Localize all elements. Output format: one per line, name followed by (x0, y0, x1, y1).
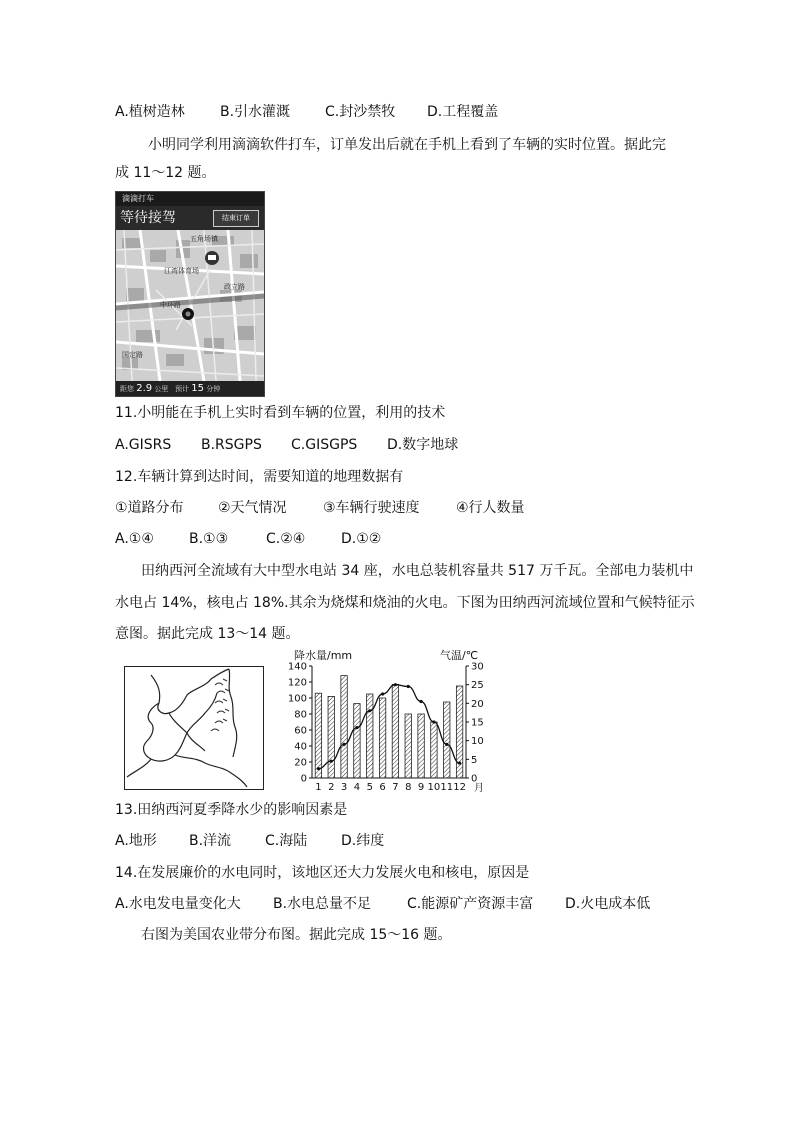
q12-stem: 12.车辆计算到达时间，需要知道的地理数据有 (115, 469, 404, 485)
chart-ylabel-left: 降水量/mm (294, 649, 353, 662)
x-tick-label: 9 (417, 782, 425, 793)
precip-bar (431, 722, 437, 778)
q12-option-c: C.②④ (266, 531, 306, 547)
q13-option-c: C.海陆 (265, 833, 308, 849)
q13-options (115, 832, 384, 850)
q12-item-2: ②天气情况 (218, 500, 287, 516)
chart-xlabel: 月 (474, 783, 484, 794)
temperature-point (317, 767, 320, 770)
precip-bar (418, 714, 424, 778)
x-tick-label: 7 (392, 782, 399, 793)
temperature-point (407, 685, 410, 688)
map-label-zhonghuan: 中环路 (160, 301, 181, 309)
intro-13-14-line2: 水电占 14%，核电占 18%.其余为烧煤和烧油的火电。下图为田纳西河流域位置和气候特征示 (115, 595, 695, 611)
precip-bar (405, 714, 411, 778)
q14-options (115, 895, 650, 913)
y-left-tick-label: 0 (300, 773, 307, 785)
q10-option-b: B.引水灌溉 (220, 104, 291, 120)
temperature-point (368, 709, 371, 712)
y-left-tick-label: 120 (287, 677, 307, 689)
x-tick-label: 10 (427, 782, 441, 793)
intro-11-12-line1: 小明同学利用滴滴软件打车，订单发出后就在手机上看到了车辆的实时位置。据此完 (148, 137, 666, 153)
x-tick-label: 1 (315, 782, 322, 793)
y-left-tick-label: 20 (294, 757, 307, 769)
distance-value: 2.9 (136, 383, 153, 394)
phone-map (116, 230, 264, 381)
phone-header (116, 206, 264, 230)
q14-option-a: A.水电发电量变化大 (115, 896, 241, 912)
y-left-tick-label: 40 (294, 741, 307, 753)
q10-option-a: A.植树造林 (115, 104, 185, 120)
q11-option-c: C.GISGPS (291, 437, 358, 453)
x-tick-label: 5 (366, 782, 373, 793)
y-right-tick-label: 15 (471, 717, 484, 729)
q12-items (115, 499, 525, 517)
precip-bar (367, 694, 373, 778)
x-tick-label: 6 (379, 782, 386, 793)
q10-option-d: D.工程覆盖 (427, 104, 499, 120)
tennessee-basin-map (124, 666, 264, 790)
q13-option-a: A.地形 (115, 833, 157, 849)
q14-option-d: D.火电成本低 (565, 896, 651, 912)
time-value: 15 (191, 383, 205, 394)
precip-bar (392, 684, 398, 778)
map-label-wujiaochang: 五角场镇 (190, 235, 218, 243)
distance-unit: 公里 (154, 385, 169, 393)
eta-bar (116, 381, 264, 396)
y-right-tick-label: 25 (471, 680, 484, 692)
y-right-tick-label: 20 (471, 698, 484, 710)
q12-options (115, 530, 381, 548)
x-tick-label: 12 (453, 782, 466, 793)
q11-option-d: D.数字地球 (387, 437, 459, 453)
temperature-point (342, 743, 345, 746)
x-tick-label: 4 (353, 782, 361, 793)
q12-item-1: ①道路分布 (115, 500, 184, 516)
q13-option-d: D.纬度 (341, 833, 385, 849)
phone-screenshot (115, 191, 265, 397)
x-tick-label: 2 (328, 782, 335, 793)
precip-bar (354, 704, 360, 778)
time-label: 预计 (175, 385, 190, 393)
map-label-zhengli: 政立路 (224, 283, 245, 291)
map-label-stadium: 江湾体育场 (164, 267, 199, 275)
temperature-point (394, 683, 397, 686)
y-right-tick-label: 5 (471, 754, 478, 766)
app-name: 滴滴打车 (122, 194, 154, 203)
temperature-point (419, 700, 422, 703)
y-left-tick-label: 60 (294, 725, 307, 737)
intro-15-16: 右图为美国农业带分布图。据此完成 15～16 题。 (141, 927, 452, 943)
q10-options (115, 103, 498, 121)
distance-label: 距您 (120, 385, 134, 393)
precip-bar (328, 696, 334, 778)
x-tick-label: 3 (340, 782, 348, 793)
x-tick-label: 11 (440, 782, 454, 793)
q12-option-b: B.①③ (189, 531, 229, 547)
intro-13-14-line3: 意图。据此完成 13～14 题。 (115, 626, 300, 642)
intro-13-14-line1: 田纳西河全流域有大中型水电站 34 座，水电总装机容量共 517 万千瓦。全部电力装机中 (141, 563, 694, 579)
intro-11-12-line2: 成 11～12 题。 (115, 165, 216, 181)
q12-item-4: ④行人数量 (456, 500, 525, 516)
map-label-guoding: 国定路 (122, 351, 143, 359)
q14-option-b: B.水电总量不足 (273, 896, 372, 912)
q13-option-b: B.洋流 (189, 833, 232, 849)
precip-bar (341, 676, 347, 778)
temperature-line (318, 685, 459, 769)
temperature-point (381, 692, 384, 695)
q12-option-a: A.①④ (115, 531, 154, 547)
q14-option-c: C.能源矿产资源丰富 (407, 896, 534, 912)
y-left-tick-label: 140 (287, 661, 307, 673)
phone-app-bar (116, 192, 264, 206)
y-left-tick-label: 100 (287, 693, 307, 705)
time-unit: 分钟 (206, 385, 221, 393)
y-right-tick-label: 10 (471, 736, 484, 748)
cancel-order-button[interactable]: 结束订单 (213, 210, 259, 227)
precip-bar (379, 698, 385, 778)
temperature-point (432, 720, 435, 723)
q11-option-a: A.GISRS (115, 437, 172, 453)
q12-option-d: D.①② (341, 531, 382, 547)
precip-bar (444, 702, 450, 778)
y-right-tick-label: 30 (471, 661, 484, 673)
chart-ylabel-right: 气温/℃ (440, 649, 479, 662)
q14-stem: 14.在发展廉价的水电同时，该地区还大力发展火电和核电，原因是 (115, 865, 530, 881)
x-tick-label: 8 (405, 782, 412, 793)
q13-stem: 13.田纳西河夏季降水少的影响因素是 (115, 802, 348, 818)
temperature-point (445, 743, 448, 746)
q11-option-b: B.RSGPS (201, 437, 262, 453)
climate-chart (284, 648, 494, 794)
q12-item-3: ③车辆行驶速度 (323, 500, 420, 516)
precip-bar (315, 693, 321, 778)
basin-outline-graphic (125, 667, 262, 788)
q11-stem: 11.小明能在手机上实时看到车辆的位置，利用的技术 (115, 405, 446, 421)
phone-status-title: 等待接驾 (120, 210, 176, 226)
y-right-tick-label: 0 (471, 773, 478, 785)
q11-options (115, 436, 458, 454)
y-left-tick-label: 80 (294, 709, 307, 721)
q10-option-c: C.封沙禁牧 (325, 104, 396, 120)
temperature-point (355, 726, 358, 729)
temperature-point (330, 760, 333, 763)
temperature-point (458, 761, 461, 764)
